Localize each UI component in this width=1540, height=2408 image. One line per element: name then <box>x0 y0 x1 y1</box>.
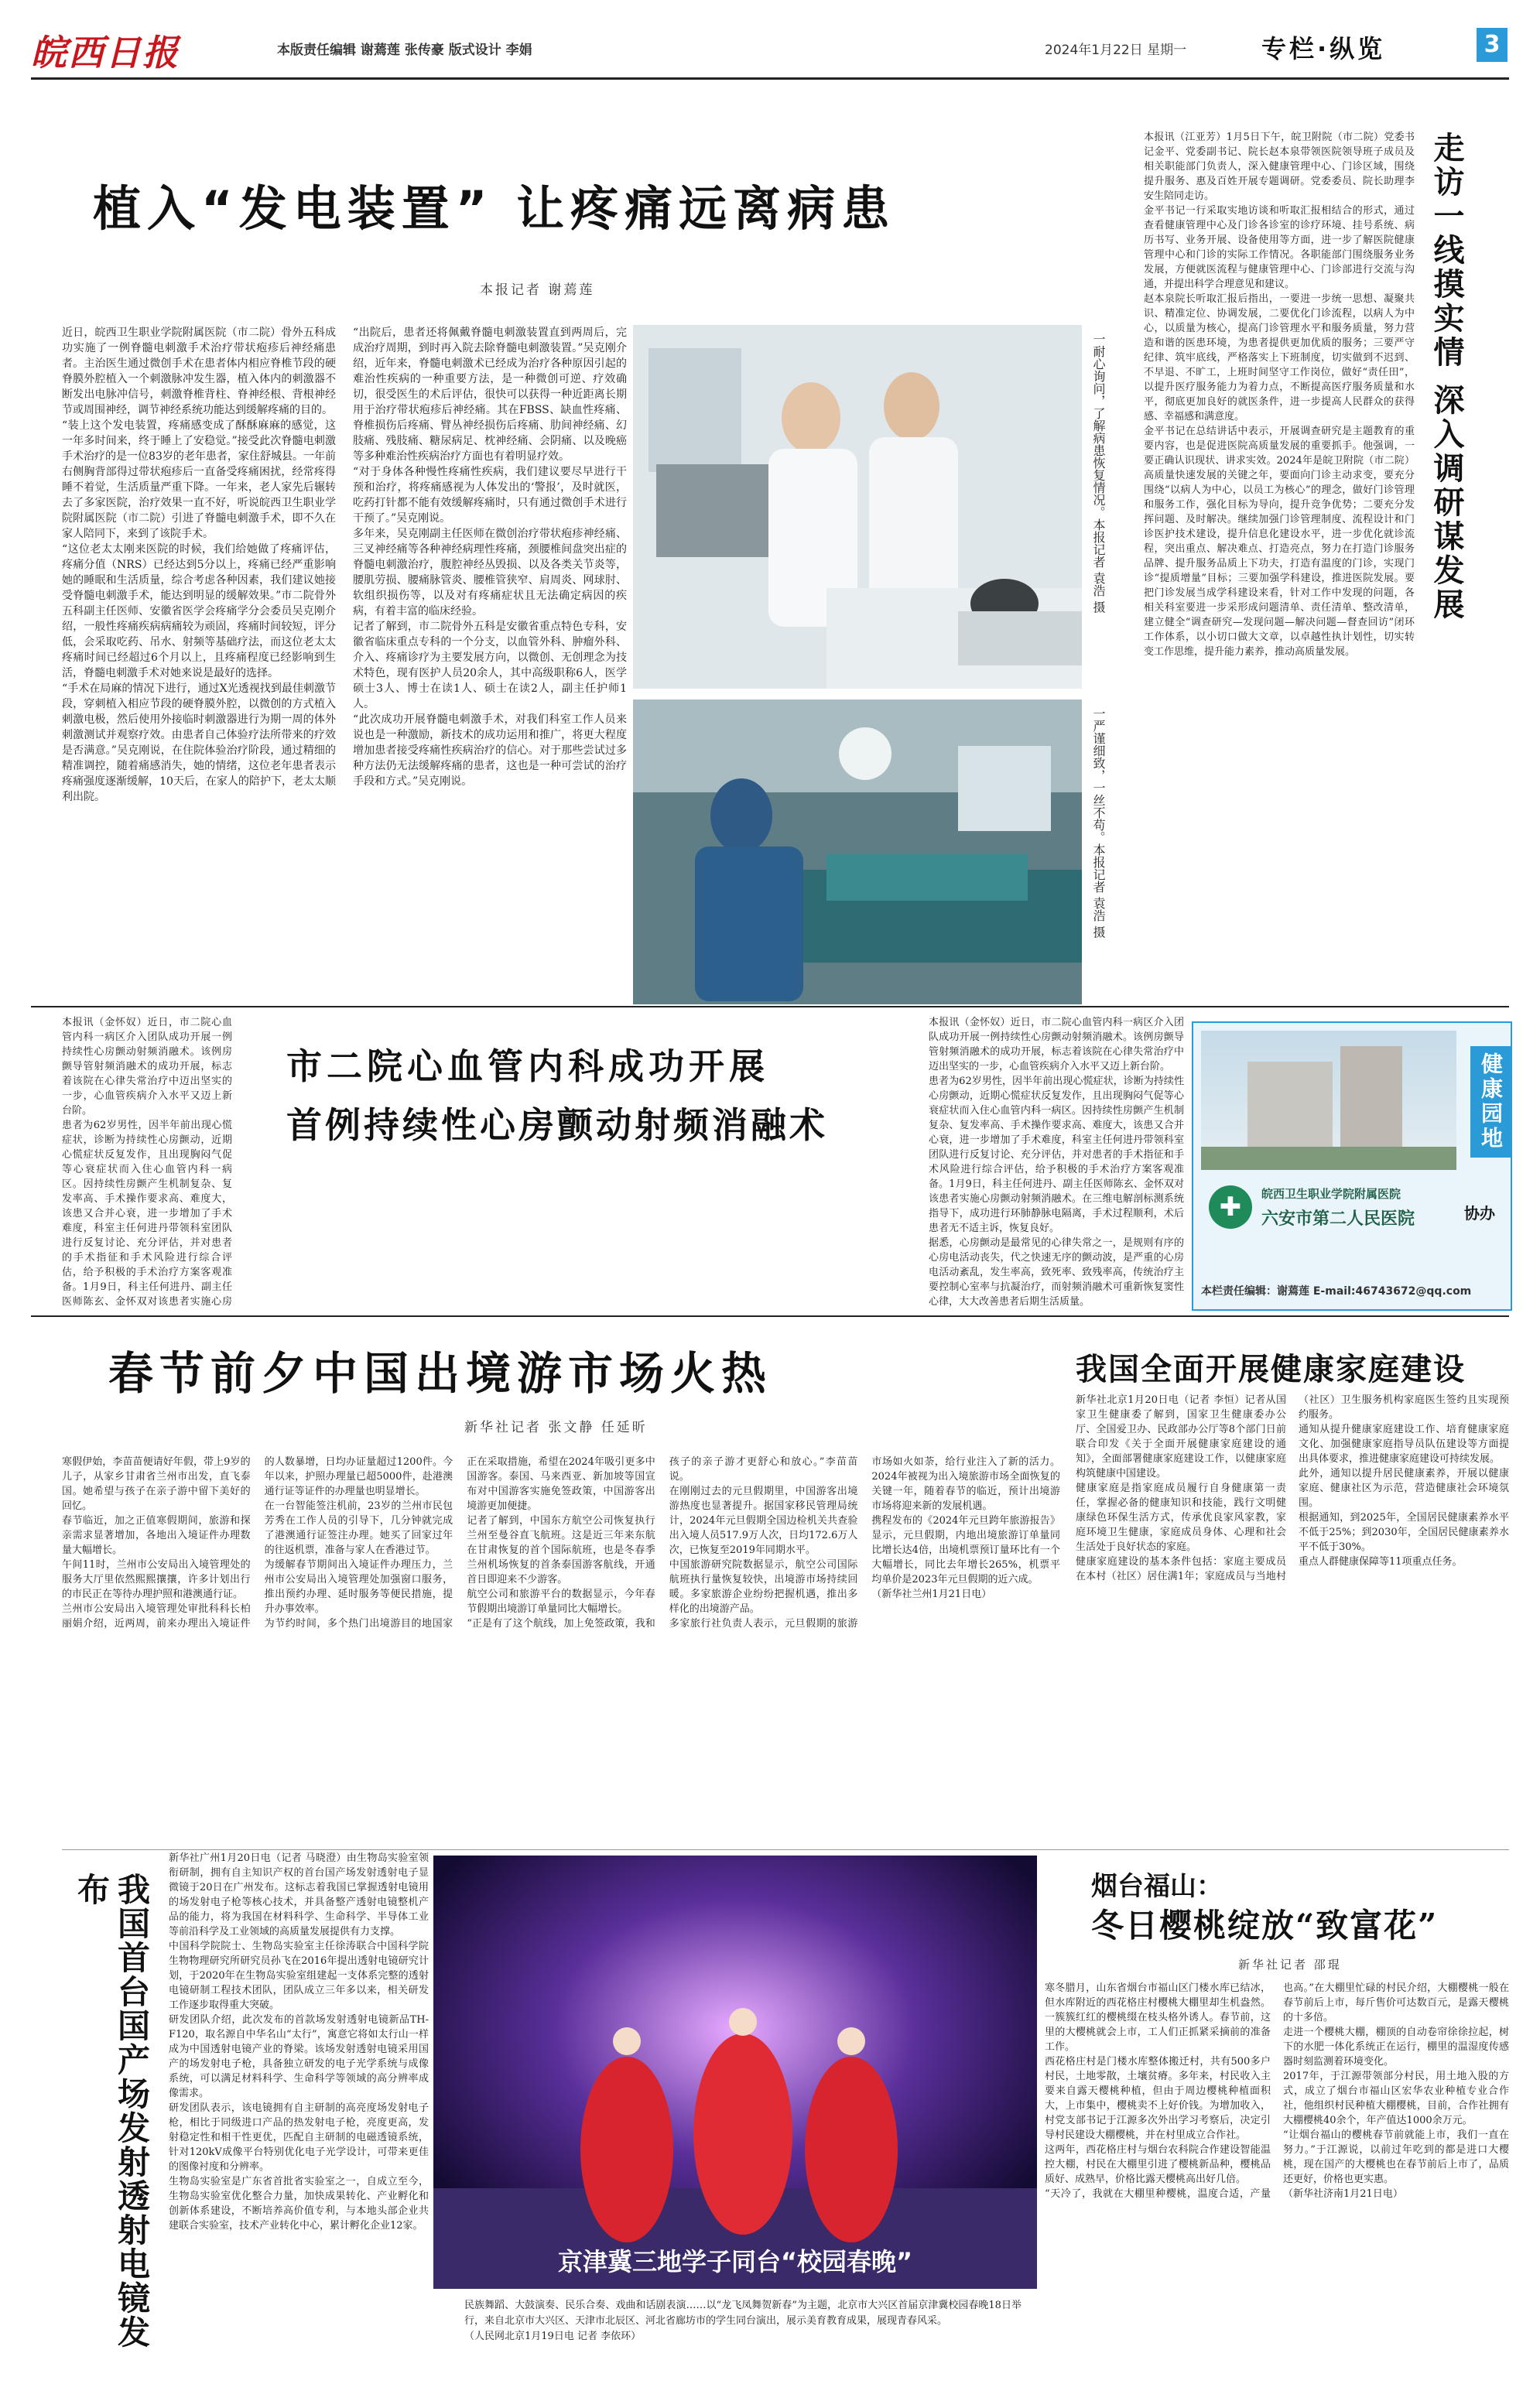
hospital-illustration <box>1201 1031 1456 1170</box>
a3-body-left: 本报讯（金怀奴）近日，市二院心血管内科一病区介入团队成功开展一例持续性心房颤动射频消融术。该例房颤导管射频消融术的成功开展，标志着该院在心律失常治疗中迈出坚实的一步，心血管疾病介入水平又迈上新台阶。 患者为62岁男性，因半年前出现心慌症状，诊断为持续性心房颤动，近期心慌症状反复发作，且出现胸闷气促等心衰症状而入住心血管内科一病区。因持续性房颤产生机制复杂、复发率高、手术操作要求高、难度大，该患又合并心衰，进一步增加了手术难度，科室主任何进丹带领科室团队进行反复讨论、充分评估，并对患者的手术指征和手术风险进行综合评估，给予积极的手术治疗方案客观准备。1月9日，科主任何进丹、副主任医师陈玄、金怀双对该患者实施心房 <box>62 1017 232 1308</box>
operating-room-illustration <box>633 699 1082 1004</box>
sidebar-hospital-name: 皖西卫生职业学院附属医院 <box>1261 1187 1401 1201</box>
a1-photo-operating-room <box>633 699 1082 1004</box>
a7-photo-title: 京津冀三地学子同台“校园春晚” <box>557 2247 913 2276</box>
a1-byline: 本报记者 谢蔫莲 <box>480 282 595 298</box>
a2-kicker: 走访一线摸实情 深入调研谋发展 <box>1429 132 1465 622</box>
divider-1 <box>31 1006 1509 1007</box>
a4-title: 春节前夕中国出境游市场火热 <box>108 1347 773 1400</box>
a4-byline: 新华社记者 张文静 任延昕 <box>464 1420 648 1435</box>
masthead-logo: 皖西日报 <box>31 32 180 74</box>
masthead-credits: 本版责任编辑 谢蔫莲 张传豪 版式设计 李娟 <box>277 43 532 58</box>
a3-title-line1: 市二院心血管内科成功开展 <box>286 1045 769 1087</box>
a3-body-right: 本报讯（金怀奴）近日，市二院心血管内科一病区介入团队成功开展一例持续性心房颤动射频消融术。该例房颤导管射频消融术的成功开展，标志着该院在心律失常治疗中迈出坚实的一步，心血管疾病介入水平又迈上新台阶。 患者为62岁男性，因半年前出现心慌症状，诊断为持续性心房颤动，近期心慌症状反复发作，且出现胸闷气促等心衰症状而入住心血管内科一病区。因持续性房颤产生机制复杂、复发率高、手术操作要求高、难度大，该患又合并心衰，进一步增加了手术难度，科室主任何进丹带领科室团队进行反复讨论、充分评估，并对患者的手术指征和手术风险进行综合评估，给予积极的手术治疗方案客观准备。1月9日，科主任何进丹、副主任医师陈玄、金怀双对该患者实施心房颤动射频消融术。在三维电解剖标测系统指导下，成功进行环肺静脉电隔离，手术过程顺利，术后患者无不适主诉，恢复良好。 据悉，心房颤动是最常见的心律失常之一，是规则有序的心房电活动丧失，代之快速无序的颤动波，是严重的心房电活动紊乱，发生率高，致死率、致残率高，传统治疗主要控制心室率与抗凝治疗，而射频消融术可重新恢复窦性心律，大大改善患者后期生活质量。 <box>929 1017 1184 1308</box>
a1-title: 植入“发电装置” 让疼痛远离病患 <box>93 180 896 237</box>
a1-body: 近日，皖西卫生职业学院附属医院（市二院）骨外五科成功实施了一例脊髓电刺激手术治疗带状疱疹后神经痛患者。主治医生通过微创手术在患者体内相应脊椎节段的硬脊膜外腔植入一个刺激脉冲发生器，植入体内的刺激器不断发出电脉冲信号，刺激脊椎背柱、脊神经根、背根神经节或周围神经，调节神经系统功能达到缓解疼痛的目的。 “装上这个发电装置，疼痛感变成了酥酥麻麻的感觉，这一年多时间来，终于睡上了安稳觉。”接受此次脊髓电刺激手术治疗的是一位83岁的老年患者，家住舒城县。一年前右侧胸背部得过带状疱疹后一直备受疼痛困扰，经常疼得睡不着觉，生活质量严重下降。一年来，老人家先后辗转去了多家医院，治疗效果一直不好，听说皖西卫生职业学院附属医院（市二院）引进了脊髓电刺激手术，即不久在家人陪同下，来到了该院手术。 “这位老太太刚来医院的时候，我们给她做了疼痛评估，疼痛分值（NRS）已经达到5分以上，疼痛已经严重影响她的睡眠和生活质量，综合考虑各种因素，我们建议她接受脊髓电刺激手术，能达到明显的缓解效果。”市二院骨外五科副主任医师、安徽省医学会疼痛学分会委员吴克刚介绍，一般性疼痛疾病病痛较为顽固，疼痛时间较短，评分低，会采取吃药、吊水、射频等基础疗法，而这位老太太疼痛时间已经超过6个月以上，且疼痛程度已经影响到生活，脊髓电刺激手术对她来说是最好的选择。 “手术在局麻的情况下进行，通过X光透视找到最佳刺激节段，穿刺植入相应节段的硬脊膜外腔，以微创的方式植入刺激电极，然后使用外接临时刺激器进行为期一周的体外刺激测试并观察疗效。由患者自己体验疗法所带来的疗效是否满意。”吴克刚说，在住院体验治疗阶段，通过精细的精准调控，随着痛感消失，她的情绪，这位老年患者表示疼痛强度逐渐缓解，10天后，在家人的陪护下，老太太顺利出院。 “出院后，患者还将佩戴脊髓电刺激装置直到两周后，完成治疗周期，到时再入院去除脊髓电刺激装置。”吴克刚介绍，近年来，脊髓电刺激术已经成为治疗各种原因引起的难治性疾病的一种重要方法，是一种微创可逆、疗效确切，很受医生的术后评估，很快可以获得一种近距离长期用于治疗带状疱疹后神经痛。其在FBSS、缺血性疼痛、脊椎损伤后疼痛、臂丛神经损伤后疼痛、肋间神经痛、幻肢痛、残肢痛、糖尿病足、枕神经痛、会阴痛、以及晚癌等多种难治性疾病治疗方面也有着明显疗效。 “对于身体各种慢性疼痛性疾病，我们建议要尽早进行干预和治疗，将疼痛感视为人体发出的‘警报’，及时就医，吃药打针都不能有效缓解疼痛时，只有通过微创手术进行干预了。”吴克刚说。 多年来，吴克刚副主任医师在微创治疗带状疱疹神经痛、三叉神经痛等各种神经病理性疼痛，颈腰椎间盘突出症的脊髓电刺激治疗，腹腔神经丛毁损、以及各类关节炎等，腰肌劳损、腰痛脉管炎、腰椎管狭窄、肩周炎、网球肘、软组织损伤等，以及对有疼痛症状且无法确定病因的疾病，有着丰富的临床经验。 记者了解到，市二院骨外五科是安徽省重点特色专科，安徽省临床重点专科的一个分支，以血管外科、肿瘤外科、介入、疼痛诊疗为主要发展方向，以微创、无创理念为技术特色，现有医护人员20余人，其中高级职称6人，医学硕士3人、博士在读1人、硕士在读2人，副主任护师1人。 “此次成功开展脊髓电刺激手术，对我们科室工作人员来说也是一种激励，新技术的成功运用和推广，将更大程度增加患者接受疼痛性疾病治疗的信心。对于那些尝试过多种方法仍无法缓解疼痛的患者，这也是一种可尝试的治疗手段和方式。”吴克刚说。 <box>62 327 627 803</box>
masthead-rule <box>31 77 1509 80</box>
divider-3 <box>62 1849 1509 1850</box>
a6-body: 新华社广州1月20日电（记者 马晓澄）由生物岛实验室领衔研制，拥有自主知识产权的首台国产场发射透射电子显微镜于20日在广州发布。这标志着我国已掌握透射电镜用的场发射电子枪等核心技术，并具备整产透射电镜整机产品的能力，将为我国在材料科学、生命科学、半导体工业等前沿科学及工业领域的高质量发展提供有力支撑。 中国科学院院士、生物岛实验室主任徐涛联合中国科学院生物物理研究所研究员孙飞在2016年提出透射电镜研究计划，于2020年在生物岛实验室组建起一支体系完整的透射电镜研制工程技术团队，团队成立三年多以来，相关研发工作逐步取得重大突破。 研发团队介绍，此次发布的首款场发射透射电镜新品TH-F120，取名源自中华名山“太行”，寓意它将如太行山一样成为中国透射电镜产业的脊梁。该场发射透射电镜采用国产的场发射电子枪，具备独立研发的电子光学系统与成像系统，可以满足材料科学、生命科学等领域的高分辨率成像需求。 研发团队表示，该电镜拥有自主研制的高亮度场发射电子枪，相比于同级进口产品的热发射电子枪，亮度更高，发射稳定性和相干性更优，匹配自主研制的电磁透镜系统，针对120kV成像平台特别优化电子光学设计，可带来更佳的图像衬度和分辨率。 生物岛实验室是广东省首批省实验室之一，自成立至今，生物岛实验室优化整合力量，加快成果转化、产业孵化和创新体系建设，不断培养高价值专利，与本地头部企业共建联合实验室，技术产业转化中心，累计孵化企业12家。 <box>169 1852 429 2232</box>
sidebar-editor: 本栏责任编辑：谢蔫莲 E-mail:46743672@qq.com <box>1201 1285 1472 1298</box>
masthead-date: 2024年1月22日 星期一 <box>1045 43 1187 58</box>
a5-body: 新华社北京1月20日电（记者 李恒）记者从国家卫生健康委了解到，国家卫生健康委办公厅、全国爱卫办、民政部办公厅等8个部门日前联合印发《关于全面开展健康家庭建设的通知》，全面部署健康家庭建设工作，以健康家庭构筑健康中国建设。 健康家庭是指家庭成员履行自身健康第一责任，掌握必备的健康知识和技能，践行文明健康绿色环保生活方式，传承优良家风家教，家庭环境卫生健康，家庭成员身体、心理和社会生活处于良好状态的家庭。 健康家庭建设的基本条件包括：家庭主要成员在本村（社区）居住满1年；家庭成员与当地村（社区）卫生服务机构家庭医生签约且实现预约服务。 通知从提升健康家庭建设工作、培育健康家庭文化、加强健康家庭指导员队伍建设等方面提出具体要求，推进健康家庭建设可持续发展。 此外，通知以提升居民健康素养，开展以健康家庭、健康社区为示范，营造健康社会环境氛围。 根据通知，到2025年，全国居民健康素养水平不低于25%；到2030年，全国居民健康素养水平不低于30%。 重点人群健康保障等11项重点任务。 <box>1076 1394 1509 1582</box>
a8-title-line1: 烟台福山： <box>1091 1871 1223 1902</box>
a1-photo-doctors-bedside <box>633 325 1082 689</box>
doctors-illustration <box>633 325 1082 689</box>
a7-caption: 民族舞蹈、大鼓演奏、民乐合奏、戏曲和话剧表演……以“龙飞凤舞贺新春”为主题，北京市大兴区首届京津冀校园春晚18日举行，来自北京市大兴区、天津市北辰区、河北省廊坊市的学生同台演出，展示美育教育成果，展现青春风采。 （人民网北京1月19日电 记者 李依环） <box>464 2300 1022 2342</box>
a1-photo2-caption: 一严谨细致，一丝不苟。本报记者 袁浩 摄 <box>1091 707 1106 939</box>
sidebar-hospital-name-2: 六安市第二人民医院 <box>1261 1209 1415 1229</box>
a5-title: 我国全面开展健康家庭建设 <box>1076 1351 1466 1387</box>
a3-title-line2: 首例持续性心房颤动射频消融术 <box>286 1104 828 1146</box>
hospital-logo-icon: ✚ <box>1209 1185 1252 1229</box>
a4-body: 寒假伊始，李苗苗便请好年假，带上9岁的儿子，从家乡甘肃省兰州市出发，直飞泰国。她希望与孩子在亲子游中留下美好的回忆。 春节临近，加之正值寒假期间，旅游和探亲需求显著增加，各地出入境证件办理数量大幅增长。 午间11时，兰州市公安局出入境管理处的服务大厅里依然熙熙攘攘，许多计划出行的市民正在等待办理护照和港澳通行证。 兰州市公安局出入境管理处审批科科长柏丽娟介绍，近两周，前来办理出入境证件的人数暴增，日均办证量超过1200件。今年以来，护照办理量已超5000件，赴港澳通行证等证件的办理量也明显增长。 在一台智能签注机前，23岁的兰州市民包芳秀在工作人员的引导下，几分钟就完成了港澳通行证签注办理。她买了回家过年的往返机票，准备与家人在香港过节。 为缓解春节期间出入境证件办理压力，兰州市公安局出入境管理处加强窗口服务，推出预约办理、延时服务等便民措施，提升办事效率。 为节约时间，多个热门出境游目的地国家正在采取措施，希望在2024年吸引更多中国游客。泰国、马来西亚、新加坡等国宣布对中国游客实施免签政策，中国游客出境游更加便捷。 记者了解到，中国东方航空公司恢复执行兰州至曼谷直飞航班。这是近三年来东航在甘肃恢复的首个国际航班，也是冬春季兰州机场恢复的首条泰国游客航线，开通首日即迎来不少游客。 航空公司和旅游平台的数据显示，今年春节假期出境游订单量同比大幅增长。 “正是有了这个航线，加上免签政策，我和孩子的亲子游才更舒心和放心。”李苗苗说。 在刚刚过去的元旦假期里，中国游客出境游热度也显著提升。据国家移民管理局统计，2024年元旦假期全国边检机关共查验出入境人员517.9万人次，日均172.6万人次，已恢复至2019年同期水平。 中国旅游研究院数据显示，航空公司国际航班执行量恢复较快，出境游市场持续回暖。多家旅游企业纷纷把握机遇，推出多样化的出境游产品。 多家旅行社负责人表示，元旦假期的旅游市场如火如荼，给行业注入了新的活力。2024年被视为出入境旅游市场全面恢复的关键一年，随着春节的临近，预计出境游市场将迎来新的发展机遇。 携程发布的《2024年元旦跨年旅游报告》显示，元旦假期，内地出境旅游订单量同比增长达4倍，出境机票预订量环比有一个大幅增长，同比去年增长265%，机票平均单价是2023年元旦假期的近六成。 （新华社兰州1月21日电） <box>62 1456 1060 1630</box>
hospital-building-photo <box>1201 1031 1456 1170</box>
stage-dancers-illustration <box>433 1856 1037 2289</box>
a2-body: 本报讯（江亚芳）1月5日下午，皖卫附院（市二院）党委书记金平、党委副书记、院长赵本泉带领医院领导班子成员及相关职能部门负责人，深入健康管理中心、门诊区域，围绕提升服务、惠及百姓开展专题调研。党委委员、院长助理李安生陪同走访。 金平书记一行采取实地访谈和听取汇报相结合的形式，通过查看健康管理中心及门诊各诊室的诊疗环境、挂号系统、病历书写、业务开展、设备使用等方面，进一步了解医院健康管理中心和门诊的实际工作情况。各职能部门围绕服务业务发展，方便就医流程与健康管理中心、门诊部进行交流与沟通，并提出科学合理意见和建议。 赵本泉院长听取汇报后指出，一要进一步统一思想、凝聚共识、精准定位、协调发展，二要优化门诊流程，以病人为中心，以质量为核心，提高门诊管理水平和服务质量，努力营造和谐的医患环境，为患者提供更加优质的服务；三要严守纪律、筑牢底线，严格落实上下班制度，切实做到不迟到、不早退、不旷工，上班时间坚守工作岗位，做好“责任田”，以提升医疗服务能力为着力点，不断提高医疗服务质量和水平，彻底更加良好的就医条件，进一步提高人民群众的获得感、幸福感和满意度。 金平书记在总结讲话中表示，开展调查研究是主题教育的重要内容，也是促进医院高质量发展的重要抓手。他强调，一要正确认识现状、讲求实效。2024年是皖卫附院（市二院）高质量快速发展的关键之年，要面向门诊主动求变，要充分围绕“以病人为中心，以员工为核心”的理念，做好门诊管理和服务工作，强化目标为导向，提升竞争优势；二要充分发挥问题、及时解决。继续加强门诊管理制度、流程设计和门诊医护技术建设，提升信息化建设水平，进一步优化就诊流程，突出重点、解决难点、打造亮点，努力在打造门诊服务品牌、提升服务品质上下功夫，打造有温度的门诊，实现门诊“提质增量”目标；三要加强学科建设，推进医院发展。要把门诊发展当成学科建设来看，针对工作中发现的问题，各相关科室要进一步采形成问题清单、责任清单、整改清单，建立健全“调查研究—发现问题—解决问题—督查回访”闭环工作体系，以小切口做大文章，以卓越性执计划性，切实转变工作思维，提升能力素养，推动高质量发展。 <box>1144 132 1415 658</box>
sidebar-title: 健康园地 <box>1470 1046 1511 1158</box>
a8-byline: 新华社记者 邵琨 <box>1238 1958 1342 1972</box>
a8-title-line2: 冬日樱桃绽放“致富花” <box>1091 1907 1439 1945</box>
a3-sidebar-box <box>1192 1021 1512 1311</box>
a8-body: 寒冬腊月，山东省烟台市福山区门楼水库已结冰，但水库附近的西花格庄村樱桃大棚里却生机盎然。一簇簇红红的樱桃缀在枝头格外诱人。春节前，这里的大樱桃就会上市，工人们正抓紧采摘前的准备工作。 西花格庄村是门楼水库整体搬迁村，共有500多户村民，土地零散，土壤贫瘠。多年来，村民收入主要来自露天樱桃种植，但由于周边樱桃种植面积大，上市集中，樱桃卖不上好价钱。为增加收入，村党支部书记于江源多次外出学习考察后，决定引导村民建设大棚樱桃，并在村里成立合作社。 这两年，西花格庄村与烟台农科院合作建设智能温控大棚，村民在大棚里引进了樱桃新品种，樱桃品质好、成熟早，价格比露天樱桃高出好几倍。 “天冷了，我就在大棚里种樱桃，温度合适，产量也高。”在大棚里忙碌的村民介绍，大棚樱桃一般在春节前后上市，每斤售价可达数百元，是露天樱桃的十多倍。 走进一个樱桃大棚，棚顶的自动卷帘徐徐拉起，树下的水肥一体化系统正在运行，棚里的温湿度传感器时刻监测着环境变化。 2017年，于江源带领部分村民，用土地入股的方式，成立了烟台市福山区宏华农业种植专业合作社，他组织村民种植大棚樱桃，目前，合作社拥有大棚樱桃40余个，年产值达1000余万元。 “让烟台福山的樱桃春节前就能上市，我们一直在努力。”于江源说，以前过年吃到的都是进口大樱桃，现在国产的大樱桃也在春节前后上市了，品质还更好，价格也更实惠。 （新华社济南1月21日电） <box>1045 1982 1509 2200</box>
a1-photo1-caption: 一耐心询问，了解病患恢复情况。本报记者 袁浩 摄 <box>1091 333 1106 614</box>
masthead <box>31 22 1509 76</box>
divider-2 <box>31 1315 1509 1317</box>
section-name: 专栏·纵览 <box>1261 34 1386 63</box>
sidebar-sub: 协办 <box>1464 1204 1495 1223</box>
a7-photo-dancers <box>433 1856 1037 2289</box>
a6-title-vertical: 我国首台国产场发射透射电镜发布 <box>73 1873 151 2349</box>
page-number-badge: 3 <box>1477 28 1507 62</box>
